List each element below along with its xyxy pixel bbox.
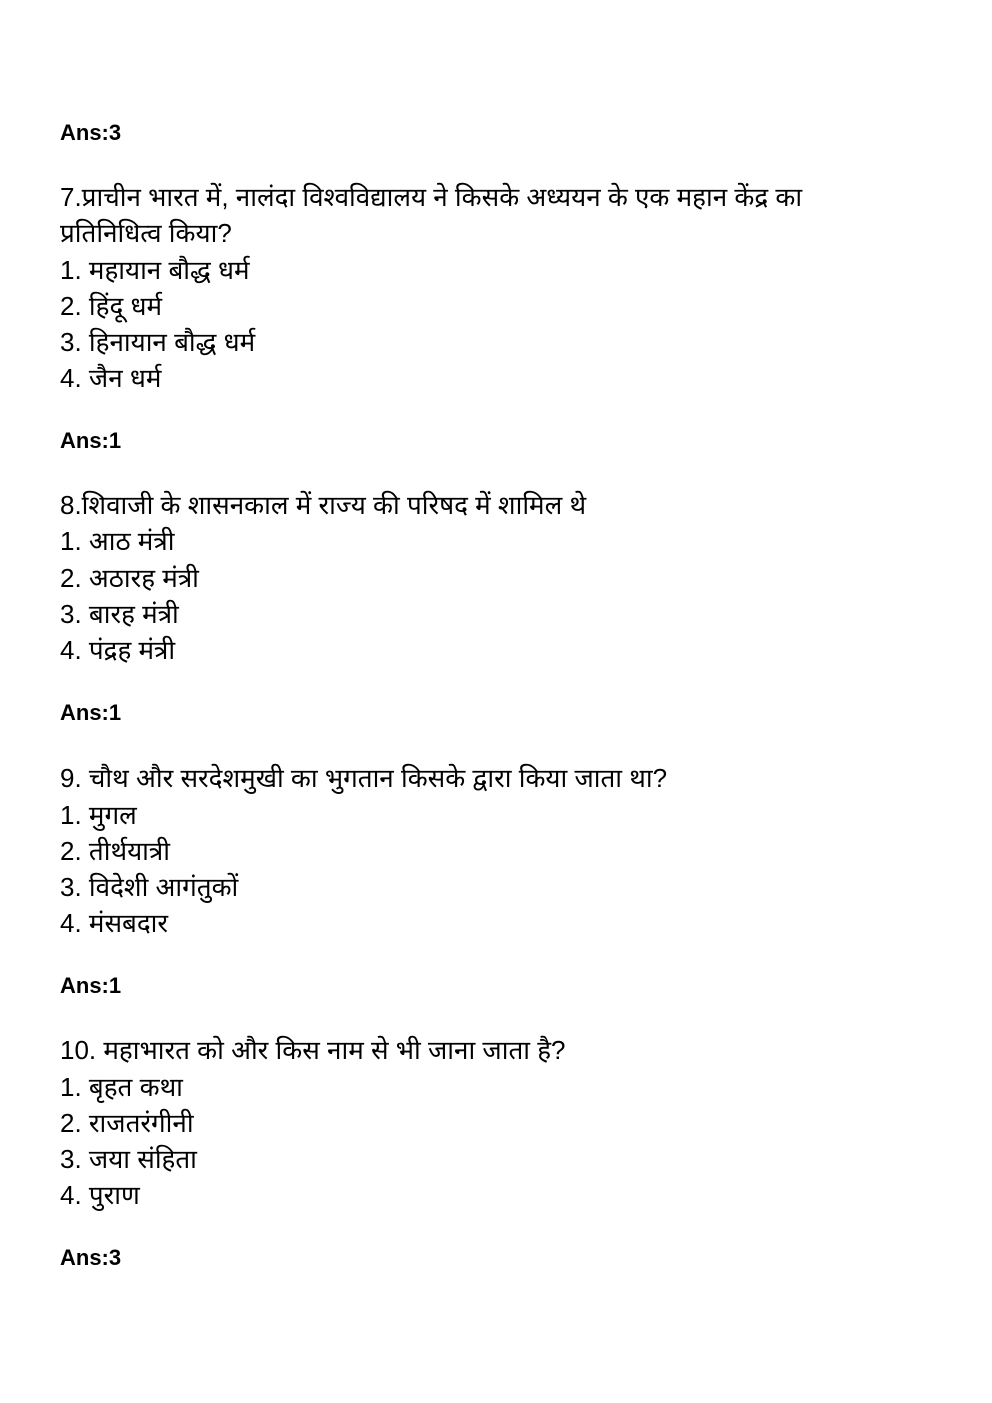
answer-label: Ans:1: [60, 700, 122, 725]
question-text: 7.प्राचीन भारत में, नालंदा विश्वविद्यालय ने किसके अध्ययन के एक महान केंद्र का: [60, 182, 803, 212]
option-2: 2. हिंदू धर्म: [60, 291, 163, 321]
previous-answer: Ans:3: [60, 120, 122, 145]
option-1: 1. आठ मंत्री: [60, 526, 175, 556]
question-text: 10. महाभारत को और किस नाम से भी जाना जाता है?: [60, 1035, 566, 1065]
option-1: 1. मुगल: [60, 800, 137, 830]
option-4: 4. मंसबदार: [60, 908, 169, 938]
option-4: 4. पुराण: [60, 1180, 140, 1210]
option-1: 1. बृहत कथा: [60, 1072, 183, 1102]
option-2: 2. राजतरंगीनी: [60, 1108, 194, 1138]
question-text-continued: प्रतिनिधित्व किया?: [60, 218, 232, 248]
question-text: 8.शिवाजी के शासनकाल में राज्य की परिषद में शामिल थे: [60, 490, 587, 520]
option-2: 2. तीर्थयात्री: [60, 836, 170, 866]
option-3: 3. विदेशी आगंतुकों: [60, 872, 239, 902]
option-3: 3. हिनायान बौद्ध धर्म: [60, 327, 256, 357]
answer-label: Ans:1: [60, 428, 122, 453]
answer-label: Ans:1: [60, 973, 122, 998]
option-2: 2. अठारह मंत्री: [60, 563, 199, 593]
option-3: 3. जया संहिता: [60, 1144, 197, 1174]
answer-label: Ans:3: [60, 1245, 122, 1270]
option-4: 4. पंद्रह मंत्री: [60, 635, 176, 665]
option-4: 4. जैन धर्म: [60, 363, 162, 393]
question-text: 9. चौथ और सरदेशमुखी का भुगतान किसके द्वारा किया जाता था?: [60, 763, 668, 793]
option-1: 1. महायान बौद्ध धर्म: [60, 255, 250, 285]
option-3: 3. बारह मंत्री: [60, 599, 179, 629]
